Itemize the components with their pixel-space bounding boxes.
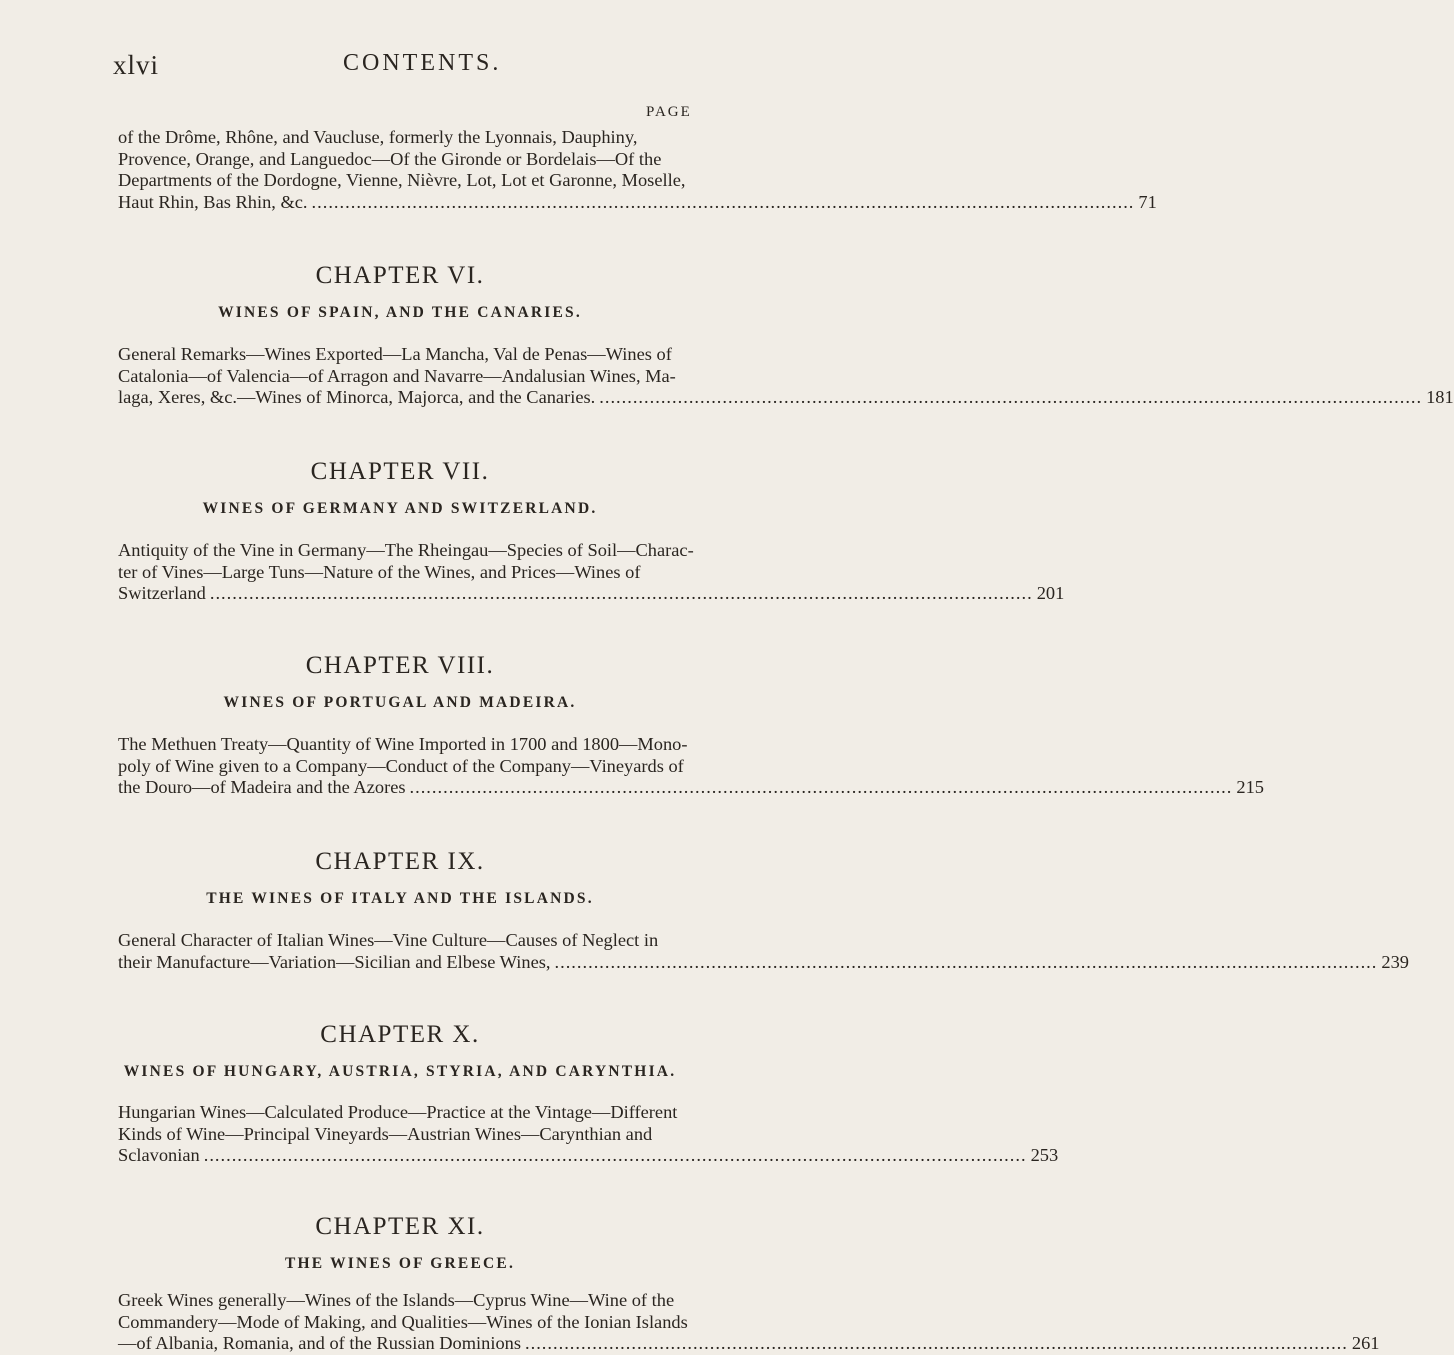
entry-line: General Character of Italian Wines—Vine Culture—Causes of Neglect in [118, 930, 659, 950]
running-title: CONTENTS. [343, 50, 502, 76]
chapter-heading: CHAPTER VI. [315, 262, 485, 289]
page-column-label: PAGE [646, 104, 692, 120]
entry-line: Antiquity of the Vine in Germany—The Rheingau—Species of Soil—Charac- [118, 540, 694, 560]
entry-last-line [118, 583, 1065, 605]
entry-last-line [118, 387, 1454, 409]
entry-last-line [118, 1145, 1059, 1167]
toc-entry [118, 540, 1065, 605]
entry-text: their Manufacture—Variation—Sicilian and Elbese Wines, [118, 951, 551, 972]
entry-line: Kinds of Wine—Principal Vineyards—Austrian Wines—Carynthian and [118, 1123, 653, 1144]
entry-page-number: 71 [1138, 191, 1157, 212]
entry-last-line [118, 951, 1409, 974]
entry-line: The Methuen Treaty—Quantity of Wine Imported in 1700 and 1800—Mono- [118, 734, 688, 754]
entry-last-line [118, 777, 1264, 799]
toc-entry [118, 127, 1157, 213]
page-header [113, 50, 733, 90]
chapter-subtitle: THE WINES OF ITALY AND THE ISLANDS. [206, 890, 594, 907]
page-number: xlvi [113, 50, 160, 80]
entry-line: ter of Vines—Large Tuns—Nature of the Wines, and Prices—Wines of [118, 561, 641, 582]
entry-line: poly of Wine given to a Company—Conduct of the Company—Vineyards of [118, 755, 684, 776]
entry-line: Hungarian Wines—Calculated Produce—Practice at the Vintage—Different [118, 1102, 678, 1122]
entry-line: of the Drôme, Rhône, and Vaucluse, formerly the Lyonnais, Dauphiny, [118, 127, 638, 147]
chapter-heading: CHAPTER IX. [315, 848, 485, 875]
entry-line: Commandery—Mode of Making, and Qualities—Wines of the Ionian Islands [118, 1311, 688, 1332]
entry-page-number: 239 [1381, 951, 1409, 972]
dot-leader: ................................................................................................................................................... [554, 951, 1378, 972]
entry-line: General Remarks—Wines Exported—La Mancha, Val de Penas—Wines of [118, 344, 672, 364]
entry-line: Greek Wines generally—Wines of the Islands—Cyprus Wine—Wine of the [118, 1290, 675, 1310]
entry-text: Switzerland [118, 583, 206, 603]
toc-entry [118, 930, 1409, 973]
entry-last-line [118, 1333, 1380, 1355]
entry-page-number: 253 [1030, 1145, 1059, 1165]
chapter-subtitle: WINES OF PORTUGAL AND MADEIRA. [223, 694, 577, 711]
chapter-subtitle: WINES OF SPAIN, AND THE CANARIES. [218, 304, 582, 321]
chapter-subtitle: WINES OF HUNGARY, AUSTRIA, STYRIA, AND CARYNTHIA. [123, 1063, 677, 1080]
dot-leader: ................................................................................................................................................... [209, 583, 1033, 603]
entry-line: Provence, Orange, and Languedoc—Of the Gironde or Bordelais—Of the [118, 148, 662, 169]
dot-leader: ................................................................................................................................................... [311, 191, 1135, 212]
entry-page-number: 215 [1236, 777, 1264, 797]
chapter-subtitle: THE WINES OF GREECE. [284, 1255, 516, 1272]
chapter-heading: CHAPTER XI. [315, 1213, 485, 1240]
chapter-heading: CHAPTER X. [320, 1021, 480, 1048]
chapter-heading: CHAPTER VIII. [305, 652, 495, 679]
entry-last-line [118, 191, 1157, 214]
toc-entry [118, 1102, 1059, 1167]
entry-text: Haut Rhin, Bas Rhin, &c. [118, 191, 308, 212]
entry-line: Catalonia—of Valencia—of Arragon and Navarre—Andalusian Wines, Ma- [118, 365, 676, 386]
entry-text: the Douro—of Madeira and the Azores [118, 777, 406, 797]
dot-leader: ................................................................................................................................................... [203, 1145, 1027, 1165]
chapter-subtitle: WINES OF GERMANY AND SWITZERLAND. [202, 500, 598, 517]
chapter-heading: CHAPTER VII. [310, 458, 490, 485]
toc-entry [118, 344, 1454, 409]
entry-page-number: 181 [1426, 387, 1454, 407]
entry-text: laga, Xeres, &c.—Wines of Minorca, Majorca, and the Canaries. [118, 387, 596, 407]
dot-leader: ................................................................................................................................................... [599, 387, 1423, 407]
dot-leader: ................................................................................................................................................... [525, 1333, 1348, 1353]
entry-text: Sclavonian [118, 1145, 200, 1165]
entry-text: —of Albania, Romania, and of the Russian Dominions [118, 1333, 522, 1353]
toc-entry [118, 1290, 1380, 1355]
entry-line: Departments of the Dordogne, Vienne, Nièvre, Lot, Lot et Garonne, Moselle, [118, 170, 686, 190]
entry-page-number: 201 [1036, 583, 1065, 603]
entry-page-number: 261 [1351, 1333, 1380, 1353]
toc-entry [118, 734, 1264, 799]
dot-leader: ................................................................................................................................................... [409, 777, 1233, 797]
